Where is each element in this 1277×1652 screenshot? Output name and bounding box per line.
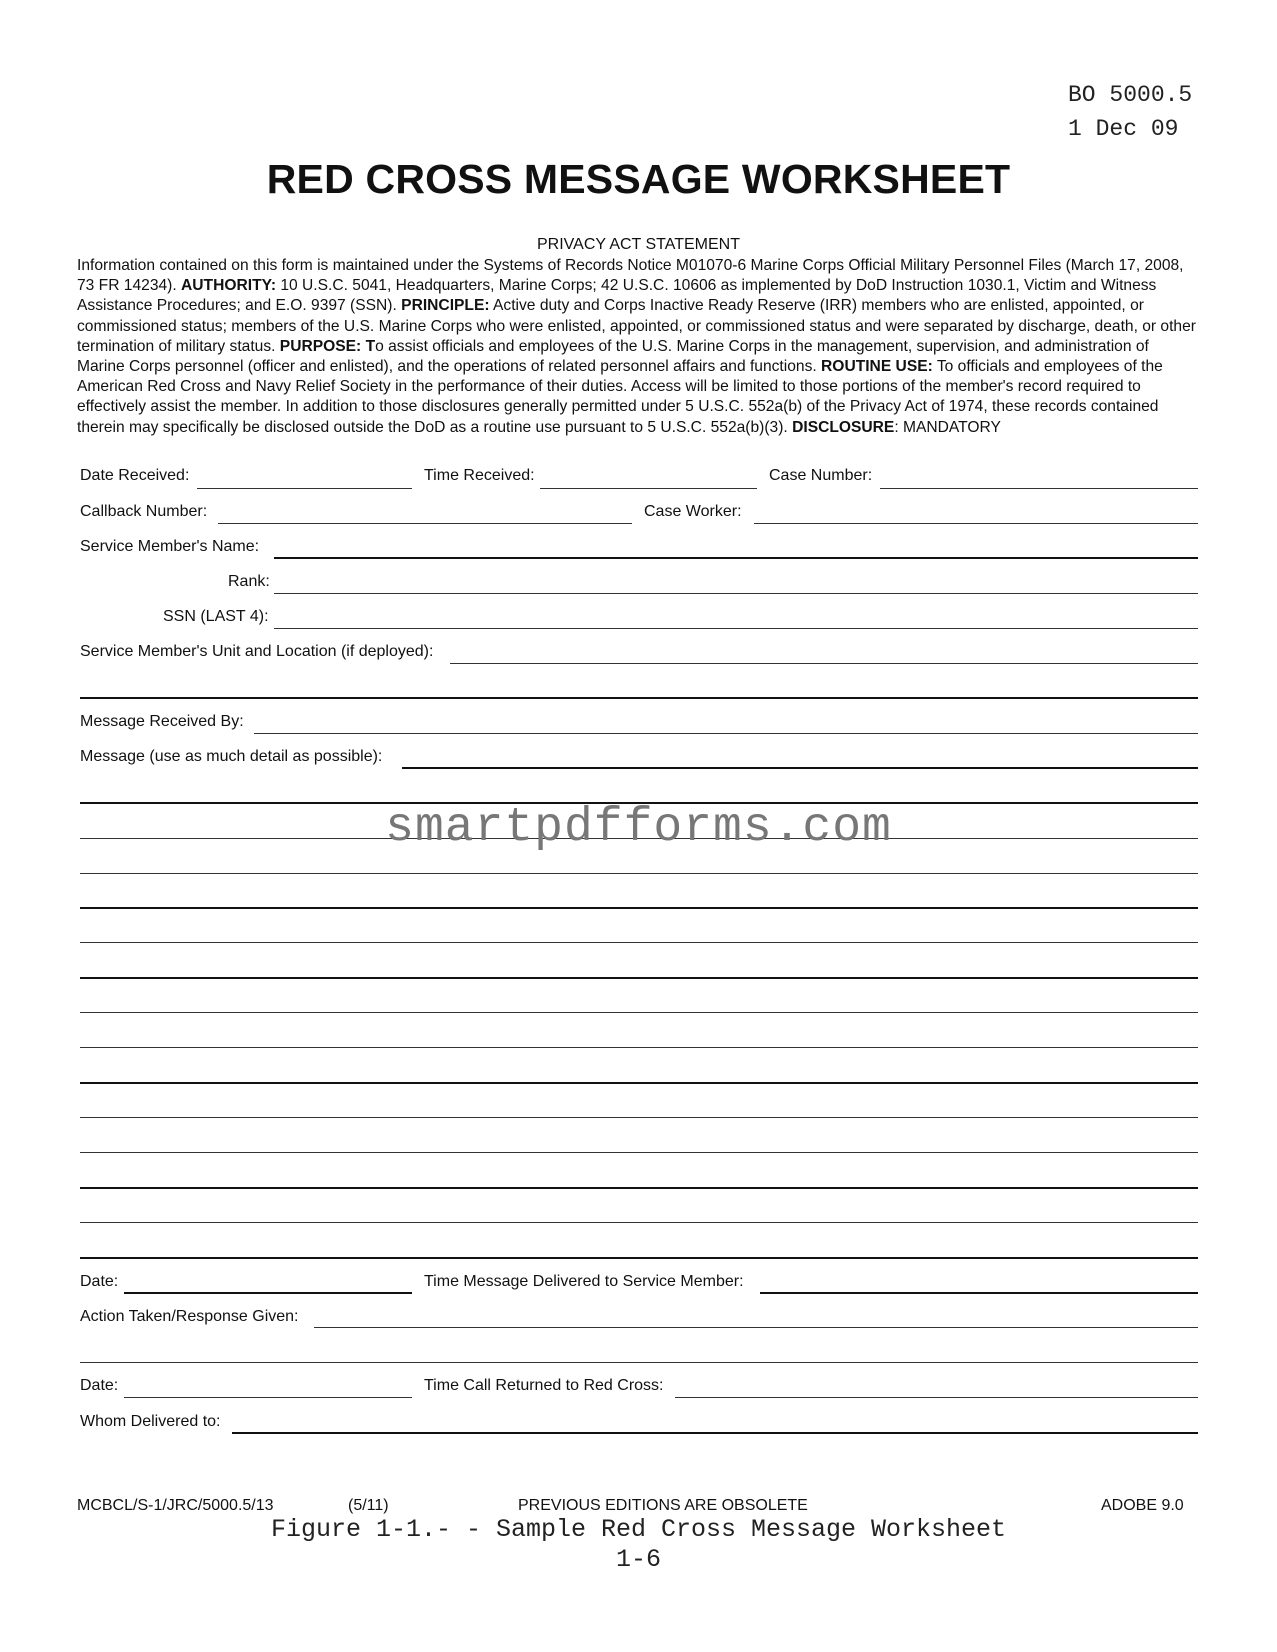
case-number-field[interactable] — [880, 488, 1198, 489]
time-received-field[interactable] — [540, 488, 757, 489]
time-delivered-label: Time Message Delivered to Service Member: — [424, 1273, 744, 1290]
form-edition: (5/11) — [348, 1497, 389, 1514]
ssn-field[interactable] — [274, 628, 1198, 629]
callback-number-field[interactable] — [218, 523, 632, 524]
message-line[interactable] — [80, 907, 1198, 909]
time-delivered-field[interactable] — [760, 1292, 1198, 1294]
privacy-statement — [77, 256, 1199, 438]
purpose-label: PURPOSE: T — [279, 337, 376, 355]
message-line[interactable] — [80, 1117, 1198, 1118]
message-line[interactable] — [80, 1187, 1198, 1189]
principle-text: Active duty and Corps Inactive Ready Reserve (IRR) members who are enlisted, appointed, or commissioned status; members of the U.S. Marine Corps who were enlisted, appointed, or commissioned status and were separated by discharge, death, or other termination of military status. — [77, 297, 1196, 355]
figure-caption: Figure 1-1.- - Sample Red Cross Message Worksheet — [270, 1515, 1007, 1544]
date-field[interactable] — [124, 1292, 412, 1294]
case-number-label: Case Number: — [769, 467, 873, 484]
obsolete-notice: PREVIOUS EDITIONS ARE OBSOLETE — [518, 1497, 808, 1514]
action-taken-label: Action Taken/Response Given: — [80, 1308, 299, 1325]
document-reference — [1068, 78, 1192, 146]
disclosure-label: DISCLOSURE — [792, 418, 895, 436]
rank-field[interactable] — [274, 593, 1198, 594]
disclosure-text: : MANDATORY — [894, 418, 1001, 436]
date-received-label: Date Received: — [80, 467, 190, 484]
message-field[interactable] — [402, 767, 1198, 769]
message-line[interactable] — [80, 1257, 1198, 1259]
software-version: ADOBE 9.0 — [1101, 1497, 1184, 1514]
case-worker-field[interactable] — [754, 523, 1198, 524]
message-line[interactable] — [80, 942, 1198, 943]
authority-label: AUTHORITY: — [181, 277, 277, 295]
ssn-label: SSN (LAST 4): — [163, 608, 269, 625]
privacy-intro: Information contained on this form is maintained under the Systems of Records Notice M01070-6 Marine Corps Official Military Personnel Files (March 17, 2008, 73 FR 14234). — [77, 257, 1184, 295]
routine-use-label: ROUTINE USE: — [821, 358, 933, 376]
member-name-label: Service Member's Name: — [80, 538, 260, 555]
received-by-field[interactable] — [254, 733, 1198, 734]
action-taken-field[interactable] — [314, 1327, 1198, 1328]
authority-text: 10 U.S.C. 5041, Headquarters, Marine Corps; 42 U.S.C. 10606 as implemented by DoD Instruction 1030.1, Victim and Witness Assistance Procedures; and E.O. 9397 (SSN). — [77, 277, 1157, 315]
message-line[interactable] — [80, 1222, 1198, 1223]
message-line[interactable] — [80, 1152, 1198, 1153]
privacy-heading: PRIVACY ACT STATEMENT — [537, 236, 740, 253]
date-label: Date: — [80, 1377, 119, 1394]
principle-label: PRINCIPLE: — [401, 297, 490, 315]
rank-label: Rank: — [228, 573, 270, 590]
time-call-returned-label: Time Call Returned to Red Cross: — [424, 1377, 664, 1394]
unit-location-label: Service Member's Unit and Location (if deployed): — [80, 643, 434, 660]
time-received-label: Time Received: — [424, 467, 535, 484]
watermark: smartpdfforms.com — [385, 801, 892, 855]
time-call-returned-field[interactable] — [675, 1397, 1198, 1398]
member-name-field[interactable] — [274, 557, 1198, 559]
date-received-field[interactable] — [197, 488, 412, 489]
form-id: MCBCL/S-1/JRC/5000.5/13 — [77, 1497, 274, 1514]
routine-use-text: To officials and employees of the American Red Cross and Navy Relief Society in the performance of their duties. Access will be limited to those portions of the member's record required to effectively assist the member. In addition to those disclosures generally permitted under 5 U.S.C. 552a(b) of the Privacy Act of 1974, these records contained therein may specifically be disclosed outside the DoD as a routine use pursuant to 5 U.S.C. 552a(b)(3). — [77, 358, 1163, 436]
message-line[interactable] — [80, 977, 1198, 979]
action-taken-field-line-2[interactable] — [80, 1362, 1198, 1363]
purpose-text: o assist officials and employees of the U.S. Marine Corps in the management, supervision, and administration of Marine Corps personnel (officer and enlisted), and the operations of related personnel affairs and functions. — [77, 337, 1149, 376]
whom-delivered-field[interactable] — [232, 1432, 1198, 1434]
case-worker-label: Case Worker: — [644, 503, 742, 520]
unit-location-field[interactable] — [450, 663, 1198, 664]
date-label: Date: — [80, 1273, 119, 1290]
message-line[interactable] — [80, 873, 1198, 874]
page-title: RED CROSS MESSAGE WORKSHEET — [266, 156, 1011, 202]
message-line[interactable] — [80, 1047, 1198, 1048]
message-label: Message (use as much detail as possible): — [80, 748, 383, 765]
message-line[interactable] — [80, 1012, 1198, 1013]
doc-date: 1 Dec 09 — [1068, 116, 1179, 142]
date-field[interactable] — [124, 1397, 412, 1398]
callback-number-label: Callback Number: — [80, 503, 208, 520]
unit-location-field-line-2[interactable] — [80, 697, 1198, 699]
doc-number: BO 5000.5 — [1068, 82, 1193, 108]
received-by-label: Message Received By: — [80, 713, 244, 730]
message-line[interactable] — [80, 1082, 1198, 1084]
page-number: 1-6 — [615, 1545, 661, 1574]
whom-delivered-label: Whom Delivered to: — [80, 1413, 221, 1430]
